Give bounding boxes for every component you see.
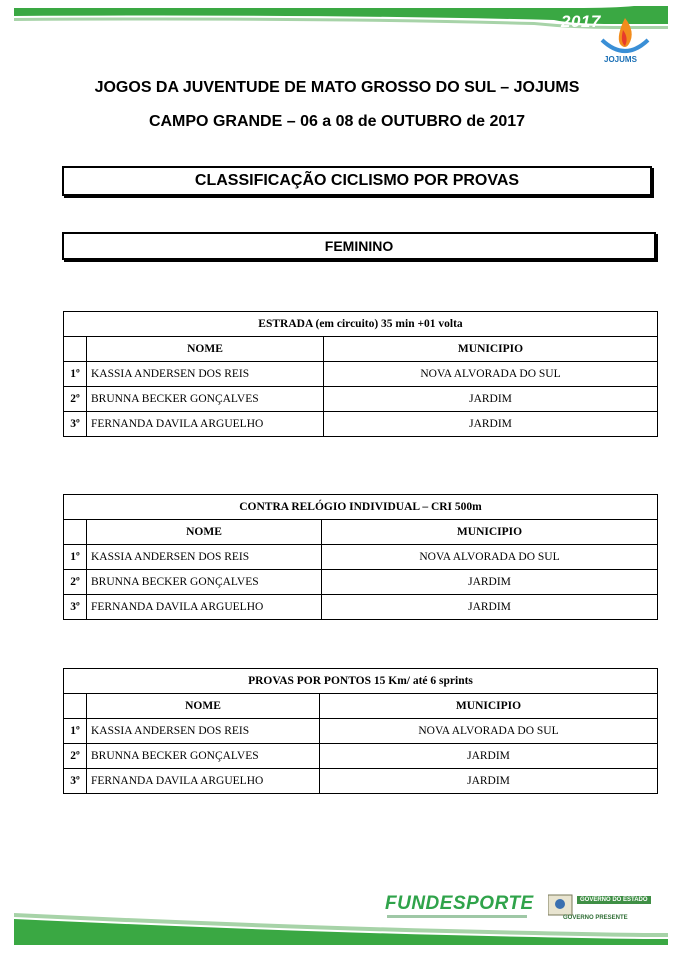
- table-title: ESTRADA (em circuito) 35 min +01 volta: [64, 312, 658, 337]
- section-title-box: CLASSIFICAÇÃO CICLISMO POR PROVAS: [62, 166, 652, 196]
- municipio-cell: NOVA ALVORADA DO SUL: [324, 362, 658, 387]
- position-header: [64, 520, 87, 545]
- table-row: [64, 595, 658, 620]
- table-row: [64, 570, 658, 595]
- column-header-municipio: MUNICIPIO: [320, 694, 658, 719]
- position-cell: 2º: [64, 744, 87, 769]
- municipio-cell: JARDIM: [322, 570, 658, 595]
- gov-logo-slogan: GOVERNO PRESENTE: [563, 915, 628, 921]
- category-box: FEMININO: [62, 232, 656, 260]
- table-row: [64, 545, 658, 570]
- column-header-nome: NOME: [87, 694, 320, 719]
- name-cell: FERNANDA DAVILA ARGUELHO: [87, 595, 322, 620]
- municipio-cell: JARDIM: [324, 387, 658, 412]
- position-header: [64, 694, 87, 719]
- municipio-cell: JARDIM: [320, 744, 658, 769]
- table-title: CONTRA RELÓGIO INDIVIDUAL – CRI 500m: [64, 495, 658, 520]
- table-title: PROVAS POR PONTOS 15 Km/ até 6 sprints: [64, 669, 658, 694]
- logo-year: 2017: [561, 12, 601, 31]
- name-cell: FERNANDA DAVILA ARGUELHO: [87, 769, 320, 794]
- name-cell: BRUNNA BECKER GONÇALVES: [87, 744, 320, 769]
- column-header-nome: NOME: [87, 337, 324, 362]
- table-row: [64, 362, 658, 387]
- municipio-cell: NOVA ALVORADA DO SUL: [320, 719, 658, 744]
- position-cell: 3º: [64, 412, 87, 437]
- document-title: JOGOS DA JUVENTUDE DE MATO GROSSO DO SUL – JOJUMS: [94, 79, 580, 96]
- name-cell: BRUNNA BECKER GONÇALVES: [87, 387, 324, 412]
- logo-wordmark: JOJUMS: [604, 55, 637, 64]
- position-cell: 2º: [64, 570, 87, 595]
- fundesporte-logo: FUNDESPORTE: [385, 893, 534, 914]
- results-table-contra-relogio: [63, 494, 658, 620]
- table-row: [64, 744, 658, 769]
- fundesporte-underline: [387, 915, 527, 918]
- table-row: [64, 387, 658, 412]
- column-header-nome: NOME: [87, 520, 322, 545]
- municipio-cell: NOVA ALVORADA DO SUL: [322, 545, 658, 570]
- position-cell: 1º: [64, 362, 87, 387]
- column-header-municipio: MUNICIPIO: [322, 520, 658, 545]
- position-header: [64, 337, 87, 362]
- position-cell: 1º: [64, 545, 87, 570]
- document-subtitle: CAMPO GRANDE – 06 a 08 de OUTUBRO de 2017: [148, 113, 526, 130]
- municipio-cell: JARDIM: [322, 595, 658, 620]
- results-table-provas-por-pontos: [63, 668, 658, 794]
- position-cell: 2º: [64, 387, 87, 412]
- position-cell: 1º: [64, 719, 87, 744]
- table-row: [64, 769, 658, 794]
- municipio-cell: JARDIM: [324, 412, 658, 437]
- name-cell: BRUNNA BECKER GONÇALVES: [87, 570, 322, 595]
- name-cell: KASSIA ANDERSEN DOS REIS: [87, 719, 320, 744]
- gov-logo-label: GOVERNO DO ESTADO: [577, 896, 651, 904]
- column-header-municipio: MUNICIPIO: [324, 337, 658, 362]
- results-table-estrada: [63, 311, 658, 437]
- name-cell: KASSIA ANDERSEN DOS REIS: [87, 362, 324, 387]
- position-cell: 3º: [64, 769, 87, 794]
- name-cell: KASSIA ANDERSEN DOS REIS: [87, 545, 322, 570]
- table-row: [64, 719, 658, 744]
- municipio-cell: JARDIM: [320, 769, 658, 794]
- position-cell: 3º: [64, 595, 87, 620]
- name-cell: FERNANDA DAVILA ARGUELHO: [87, 412, 324, 437]
- table-row: [64, 412, 658, 437]
